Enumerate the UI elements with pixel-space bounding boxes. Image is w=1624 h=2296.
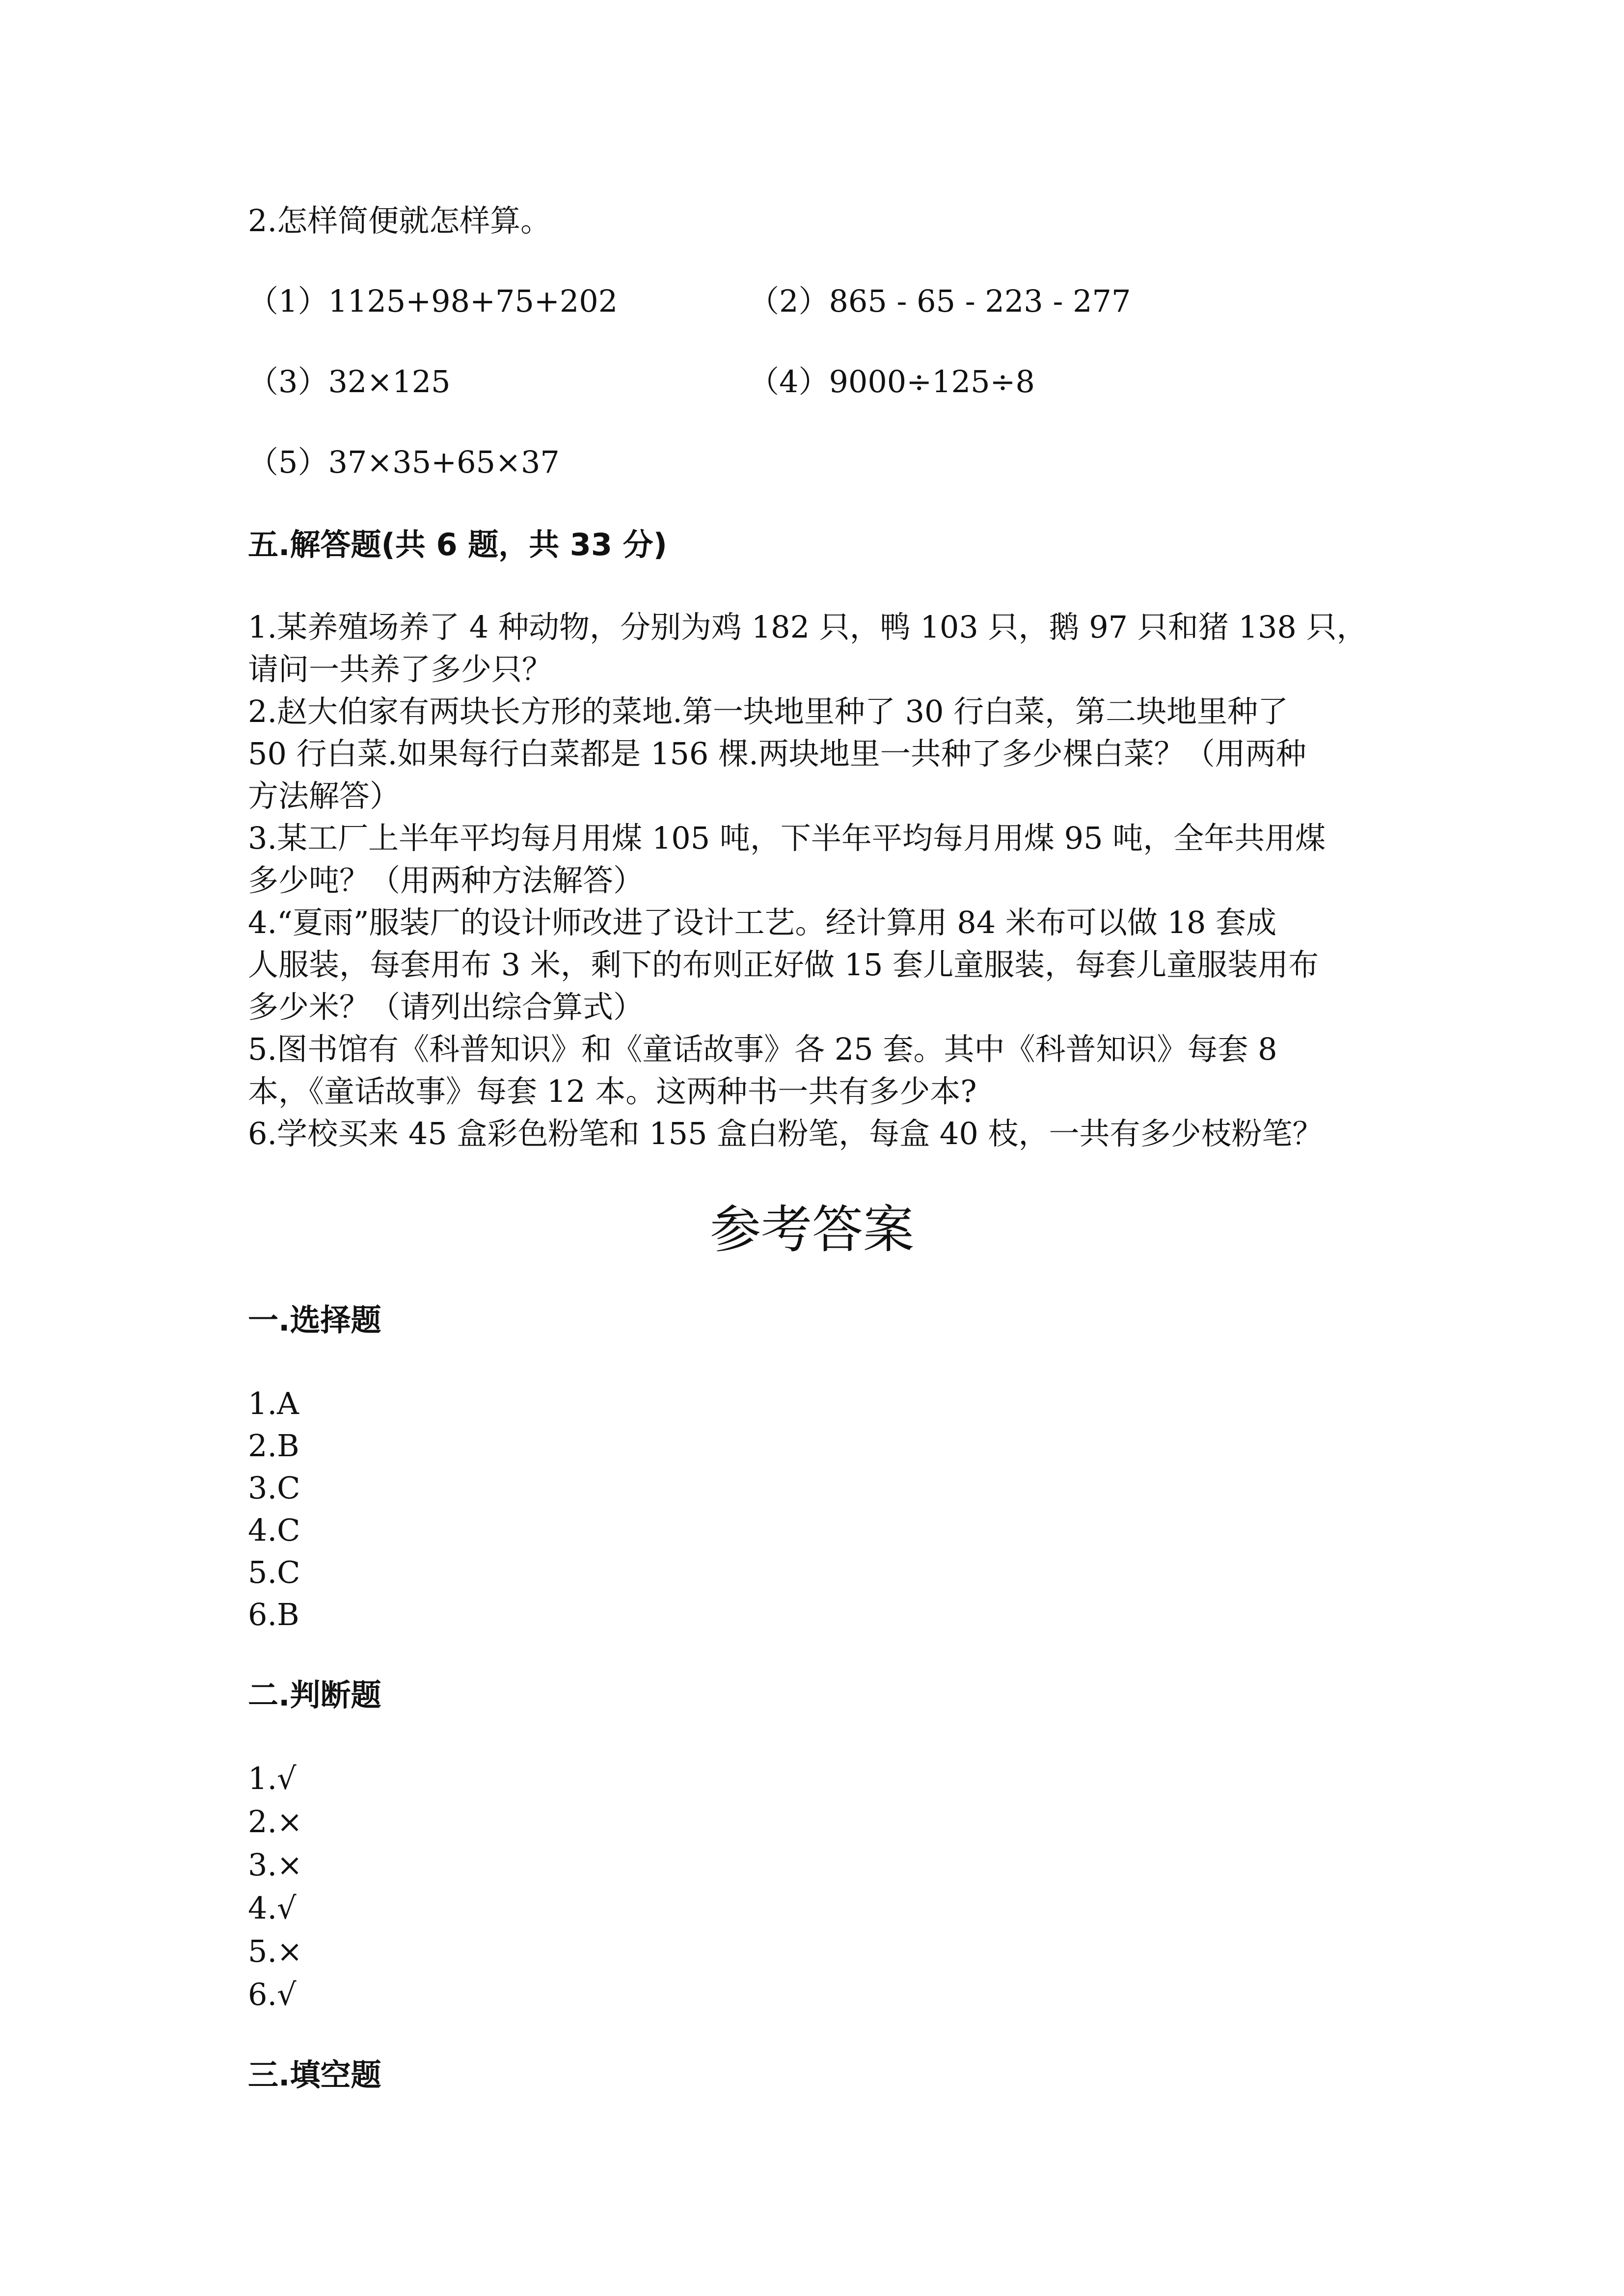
problem-text-line: 5.图书馆有《科普知识》和《童话故事》各 25 套。其中《科普知识》每套 8 xyxy=(248,1031,1277,1067)
answer-item: 4.√ xyxy=(248,1890,297,1926)
problem-text-line: 2.赵大伯家有两块长方形的菜地.第一块地里种了 30 行白菜，第二块地里种了 xyxy=(248,694,1289,729)
answer-item: 6.B xyxy=(248,1597,299,1632)
calc-item: （2）865 - 65 - 223 - 277 xyxy=(749,283,1131,319)
problem-text-line: 4.“夏雨”服装厂的设计师改进了设计工艺。经计算用 84 米布可以做 18 套成 xyxy=(248,905,1277,940)
answer-item: 5.C xyxy=(248,1554,300,1590)
calc-item: （1）1125+98+75+202 xyxy=(248,283,618,319)
problem-text-line: 多少米？（请列出综合算式） xyxy=(248,989,644,1025)
calc-item: （5）37×35+65×37 xyxy=(248,444,560,480)
answer-section-heading: 三.填空题 xyxy=(248,2057,381,2093)
answer-item: 5.× xyxy=(248,1933,303,1969)
problem-text-line: 6.学校买来 45 盒彩色粉笔和 155 盒白粉笔，每盒 40 枝，一共有多少枝粉笔？ xyxy=(248,1116,1323,1151)
question-heading: 2.怎样简便就怎样算。 xyxy=(248,203,551,239)
answer-item: 2.× xyxy=(248,1804,303,1840)
answer-item: 6.√ xyxy=(248,1976,297,2012)
problem-text-line: 人服装，每套用布 3 米，剩下的布则正好做 15 套儿童服装，每套儿童服装用布 xyxy=(248,947,1319,983)
problem-text-line: 方法解答） xyxy=(248,778,401,814)
answer-section-heading: 一.选择题 xyxy=(248,1302,381,1338)
answer-item: 2.B xyxy=(248,1428,299,1464)
problem-text-line: 50 行白菜.如果每行白菜都是 156 棵.两块地里一共种了多少棵白菜？（用两种 xyxy=(248,736,1306,772)
answer-item: 1.√ xyxy=(248,1761,297,1796)
problem-text-line: 3.某工厂上半年平均每月用煤 105 吨，下半年平均每月用煤 95 吨，全年共用煤 xyxy=(248,820,1326,856)
answer-item: 1.A xyxy=(248,1386,299,1421)
answer-item: 3.C xyxy=(248,1470,300,1506)
calc-item: （3）32×125 xyxy=(248,364,451,400)
answer-item: 4.C xyxy=(248,1512,300,1548)
section-heading: 五.解答题(共 6 题，共 33 分) xyxy=(248,527,667,562)
answer-section-heading: 二.判断题 xyxy=(248,1677,381,1713)
problem-text-line: 1.某养殖场养了 4 种动物，分别为鸡 182 只，鸭 103 只，鹅 97 只和猪 138 只， xyxy=(248,609,1367,645)
problem-text-line: 多少吨？（用两种方法解答） xyxy=(248,862,644,898)
answer-key-title: 参考答案 xyxy=(709,1200,914,1259)
answer-item: 3.× xyxy=(248,1847,303,1883)
problem-text-line: 本，《童话故事》每套 12 本。这两种书一共有多少本? xyxy=(248,1073,977,1109)
calc-item: （4）9000÷125÷8 xyxy=(749,364,1035,400)
problem-text-line: 请问一共养了多少只？ xyxy=(248,651,553,687)
